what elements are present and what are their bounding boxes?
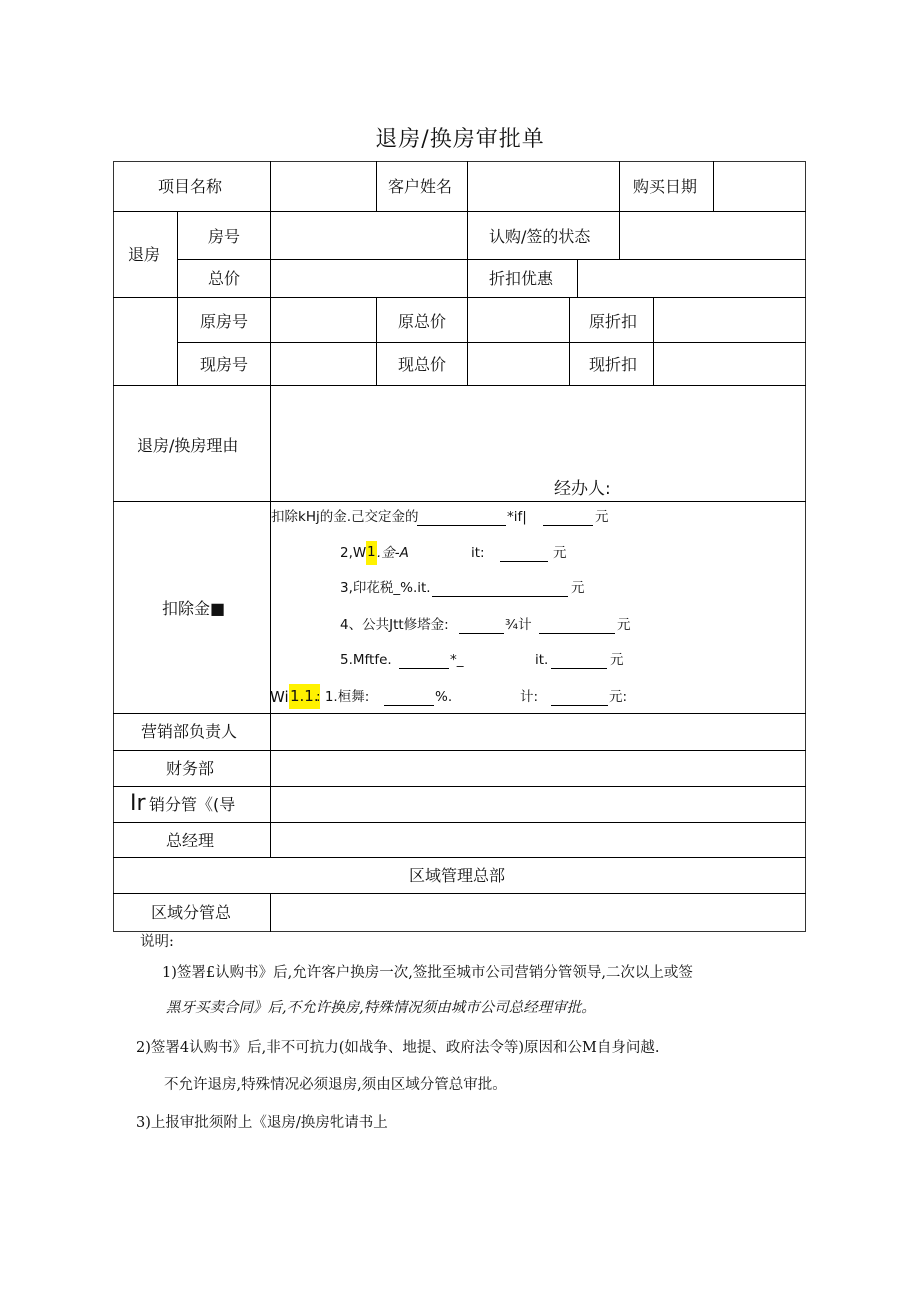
- discount-label: 折扣优惠: [489, 269, 554, 288]
- deduction-line-text: ¾计: [505, 617, 532, 633]
- deduction-line-text: 计:: [520, 689, 539, 705]
- new-total-field[interactable]: [468, 343, 569, 385]
- region-mgr-label: 区域分管总: [151, 903, 232, 922]
- notes-heading: 说明:: [140, 934, 174, 950]
- room-no-label: 房号: [208, 227, 241, 246]
- col-divider: [467, 211, 468, 259]
- deduction-unit: 元: [553, 545, 567, 561]
- discount-field[interactable]: [578, 260, 805, 297]
- sales-mgr-signature[interactable]: [271, 787, 805, 822]
- deduction-line-text: *_: [450, 652, 464, 668]
- note-3: 3)上报审批须附上《退房/换房牝请书上: [136, 1115, 388, 1131]
- col-divider: [177, 211, 178, 385]
- status-field[interactable]: [620, 212, 805, 259]
- note-1a: 1)签署£认购书》后,允许客户换房一次,签批至城市公司营销分管领导,二次以上或签: [162, 965, 693, 981]
- deduction-unit: 元:: [609, 689, 628, 705]
- blank-underline[interactable]: [399, 668, 449, 669]
- sales-head-label: 营销部负责人: [141, 722, 238, 741]
- gm-label: 总经理: [166, 831, 215, 850]
- blank-underline[interactable]: [543, 525, 593, 526]
- orig-discount-label: 原折扣: [589, 312, 638, 331]
- orig-total-label: 原总价: [398, 312, 447, 331]
- blank-underline[interactable]: [500, 561, 548, 562]
- highlight-mark: 1: [366, 541, 377, 565]
- refund-section-label: 退房: [128, 245, 161, 264]
- blank-underline[interactable]: [459, 633, 504, 634]
- deduction-line-text: 4、公共Jtt修塔金:: [340, 617, 449, 633]
- blank-underline[interactable]: [417, 525, 506, 526]
- blank-underline[interactable]: [551, 668, 607, 669]
- reason-label: 退房/换房理由: [137, 436, 239, 455]
- finance-signature[interactable]: [271, 751, 805, 786]
- blank-underline[interactable]: [432, 596, 568, 597]
- deduction-line-text: %.: [435, 689, 453, 705]
- deduction-unit: 元: [617, 617, 631, 633]
- col-divider: [619, 161, 620, 211]
- gm-signature[interactable]: [271, 823, 805, 857]
- deduction-line-text: : 1.桓舞:: [316, 689, 370, 705]
- purchase-date-label: 购买日期: [633, 177, 698, 196]
- col-divider: [569, 297, 570, 385]
- sales-head-signature[interactable]: [271, 714, 805, 750]
- orig-discount-field[interactable]: [654, 298, 805, 342]
- col-divider: [467, 259, 468, 297]
- deduction-unit: 元: [610, 652, 624, 668]
- note-1b: 黑牙买卖合同》后,不允许换房,特殊情况须由城市公司总经理审批。: [166, 1000, 596, 1016]
- deduction-line-text: *if|: [507, 509, 527, 525]
- new-room-label: 现房号: [200, 355, 249, 374]
- deduction-line-text: it.: [535, 652, 549, 668]
- purchase-date-field[interactable]: [714, 162, 805, 211]
- highlight-mark: 1.1.: [289, 684, 320, 709]
- room-no-field[interactable]: [271, 212, 467, 259]
- page-title: 退房/换房审批单: [375, 127, 545, 152]
- region-mgr-signature[interactable]: [271, 894, 805, 931]
- reason-field[interactable]: [271, 386, 805, 501]
- blank-underline[interactable]: [551, 705, 608, 706]
- orig-room-label: 原房号: [200, 312, 249, 331]
- col-divider: [376, 297, 377, 385]
- deduction-unit: 元: [595, 509, 609, 525]
- deduction-line-text: it:: [471, 545, 485, 561]
- new-total-label: 现总价: [398, 355, 447, 374]
- note-2a: 2)签署4认购书》后,非不可抗力(如战争、地提、政府法令等)原因和公M自身问越.: [136, 1040, 660, 1056]
- orig-room-field[interactable]: [271, 298, 376, 342]
- total-price-label: 总价: [208, 269, 241, 288]
- deduction-label: 扣除金■: [162, 599, 226, 618]
- blank-underline[interactable]: [384, 705, 434, 706]
- row-divider: [113, 857, 806, 858]
- new-discount-field[interactable]: [654, 343, 805, 385]
- deduction-unit: 元: [571, 580, 585, 596]
- deduction-line-text: 2,W: [340, 545, 367, 561]
- new-discount-label: 现折扣: [589, 355, 638, 374]
- handler-label: 经办人:: [554, 479, 611, 499]
- customer-name-label: 客户姓名: [388, 177, 453, 196]
- blank-underline[interactable]: [539, 633, 615, 634]
- row-divider: [113, 501, 806, 502]
- total-price-field[interactable]: [271, 260, 467, 297]
- status-label: 认购/签的状态: [489, 227, 591, 246]
- sales-mgr-label: 销分管《(导: [149, 795, 236, 814]
- project-name-field[interactable]: [271, 162, 376, 211]
- project-name-label: 项目名称: [158, 177, 223, 196]
- new-room-field[interactable]: [271, 343, 376, 385]
- col-divider: [376, 161, 377, 211]
- customer-name-field[interactable]: [468, 162, 619, 211]
- deduction-line-text: 5.Mftfe.: [340, 652, 392, 668]
- region-hq-heading: 区域管理总部: [409, 866, 506, 885]
- deduction-line-text: Wi: [270, 688, 289, 706]
- note-2b: 不允许退房,特殊情况必须退房,须由区域分管总审批。: [164, 1077, 507, 1093]
- deduction-line-text: .金-A: [377, 545, 409, 561]
- deduction-line-text: 扣除kHj的金.己交定金的: [271, 509, 419, 525]
- sales-mgr-prefix: Ir: [130, 791, 146, 816]
- deduction-line-text: 3,印花税_%.it.: [340, 580, 431, 596]
- orig-total-field[interactable]: [468, 298, 569, 342]
- finance-label: 财务部: [166, 759, 215, 778]
